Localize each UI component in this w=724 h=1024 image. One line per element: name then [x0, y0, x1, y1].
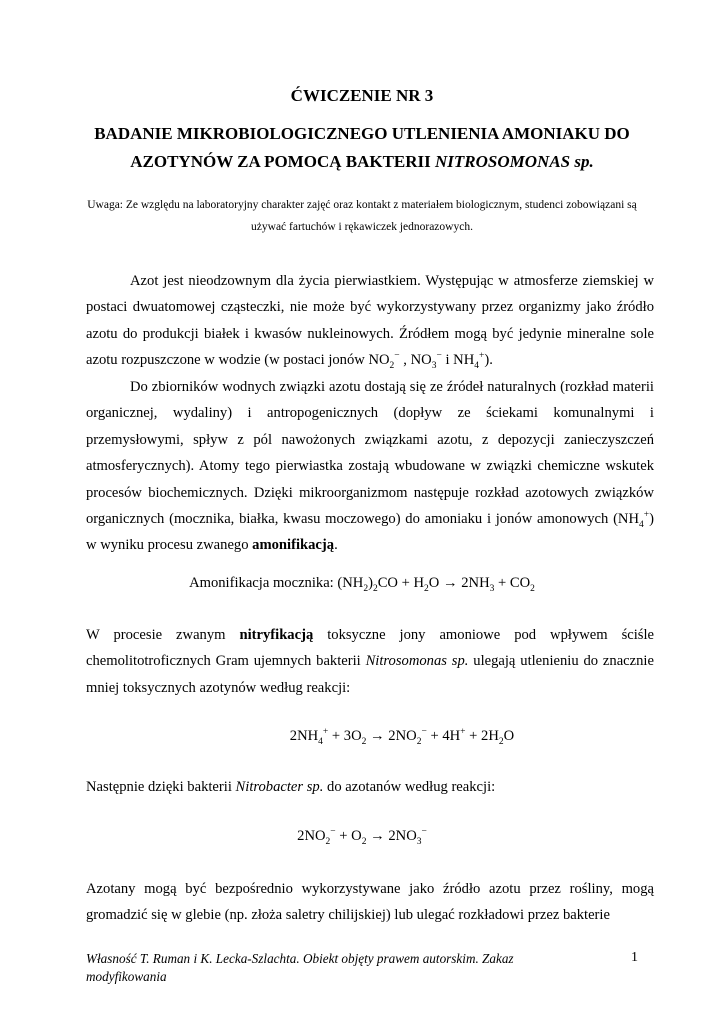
superscript: − [436, 351, 442, 362]
organism-nitrobacter: Nitrobacter sp. [235, 779, 324, 795]
subscript: 2 [325, 836, 331, 847]
equation-text: + O [335, 828, 362, 844]
superscript: − [421, 827, 427, 838]
equation-text: O → 2NH [428, 575, 490, 591]
paragraph-nitrates: Azotany mogą być bezpośrednio wykorzystywane jako źródło azotu przez rośliny, mogą gromadzić się w glebie (np. złoża saletry chilijskiej) lub ulegać rozkładowi przez bakterie [86, 881, 654, 924]
superscript: − [421, 727, 427, 738]
paragraph-text: W procesie zwanym [86, 627, 240, 643]
equation-text: Amonifikacja mocznika: (NH [189, 575, 364, 591]
paragraph-nitrogen-intro [86, 268, 654, 374]
equation-text: + CO [494, 575, 531, 591]
paragraph-nitrification [86, 622, 654, 701]
term-ammonification: amonifikacją [252, 537, 335, 554]
paragraph-text: toksyczne jony amoniowe pod wpływem ściśle chemolitotroficznych Gram ujemnych bakterii [86, 627, 654, 670]
equation-nitrosation [40, 728, 724, 745]
superscript: + [478, 351, 485, 362]
subscript: 3 [431, 361, 437, 372]
subscript: 2 [361, 736, 367, 747]
equation-text: O [503, 728, 515, 744]
subscript: 2 [389, 361, 395, 372]
subscript: 2 [424, 583, 429, 594]
superscript: + [460, 727, 466, 738]
heading-line-2 [60, 148, 664, 176]
paragraph-text: , NO [399, 352, 432, 369]
paragraph-text: Do zbiorników wodnych związki azotu dostają się ze źródeł naturalnych (rozkład materii organicznej, wydaliny) i antropogenicznych (dopływ ze ściekami komunalnymi i przemysłowymi, spływ z pól nawożonych związkami azotu, z depozycji zanieczyszczeń atmosferycznych). Atomy tego pierwiastka zostają wbudowane w związki chemiczne wskutek procesów biochemicznych. Dzięki mikroorganizmom następuje rozkład azotowych związków organicznych (mocznika, białka, kwasu moczowego) do amoniaku i jonów amonowych (NH [86, 379, 654, 528]
equation-text: + 4H [426, 728, 461, 744]
superscript: + [643, 510, 650, 521]
subscript: 2 [363, 583, 369, 594]
subscript: 3 [489, 583, 495, 594]
heading-organism: NITROSOMONAS sp. [435, 152, 594, 171]
equation-text: 2NO [297, 828, 326, 844]
safety-note: Uwaga: Ze względu na laboratoryjny charakter zajęć oraz kontakt z materiałem biologicznym, studenci zobowiązani są używać fartuchów i rękawiczek jednorazowych. [87, 199, 637, 233]
equation-text: + 2H [465, 728, 499, 744]
equation-text: → 2NO [366, 828, 417, 844]
equation-nitration [0, 828, 724, 845]
paragraph-text: . [334, 537, 338, 554]
subscript: 3 [416, 836, 422, 847]
equation-text: + 3O [328, 728, 362, 744]
equation-ammonification [0, 575, 724, 592]
equation-text: 2NH [289, 728, 319, 744]
exercise-heading [60, 120, 664, 176]
subscript: 2 [361, 836, 367, 847]
paragraph-text: i NH [441, 352, 475, 369]
paragraph-text: ulegają utlenieniu do znacznie mniej toksycznych azotynów według reakcji: [86, 653, 654, 696]
equation-text: → 2NO [366, 728, 417, 744]
paragraph-text: ). [484, 352, 493, 369]
heading-line-2-text: AZOTYNÓW ZA POMOCĄ BAKTERII [130, 152, 436, 171]
equation-text: ) [368, 575, 373, 591]
term-nitrification: nitryfikacją [239, 627, 314, 643]
paragraph-text: ) w wyniku procesu zwanego [86, 511, 654, 554]
subscript: 2 [498, 736, 504, 747]
exercise-title: ĆWICZENIE NR 3 [290, 86, 434, 105]
subscript: 4 [318, 736, 323, 747]
paragraph-text: Azot jest nieodzownym dla życia pierwiastkiem. Występując w atmosferze ziemskiej w postaci dwuatomowej cząsteczki, nie może być wykorzystywany przez organizmy jako źródło azotu do produkcji białek i kwasów nukleinowych. Źródłem mogą być jedynie mineralne sole azotu rozpuszczone w wodzie (w postaci jonów NO [86, 273, 654, 369]
paragraph-text: do azotanów według reakcji: [323, 779, 496, 795]
subscript: 2 [530, 583, 535, 594]
subscript: 2 [416, 736, 422, 747]
superscript: − [394, 351, 400, 362]
copyright-footer: Własność T. Ruman i K. Lecka-Szlachta. Obiekt objęty prawem autorskim. Zakaz modyfikowania [86, 951, 514, 984]
heading-line-1: BADANIE MIKROBIOLOGICZNEGO UTLENIENIA AMONIAKU DO [94, 124, 630, 143]
paragraph-nitrobacter [86, 774, 654, 800]
subscript: 4 [639, 519, 644, 530]
superscript: − [330, 827, 336, 838]
equation-text: CO + H [377, 575, 425, 591]
paragraph-text: Następnie dzięki bakterii [86, 779, 236, 795]
subscript: 2 [372, 583, 378, 594]
superscript: + [322, 727, 329, 738]
paragraph-nitrogen-sources [86, 374, 654, 559]
subscript: 4 [474, 361, 479, 372]
organism-nitrosomonas: Nitrosomonas sp. [365, 653, 469, 670]
page-number: 1 [631, 950, 638, 965]
